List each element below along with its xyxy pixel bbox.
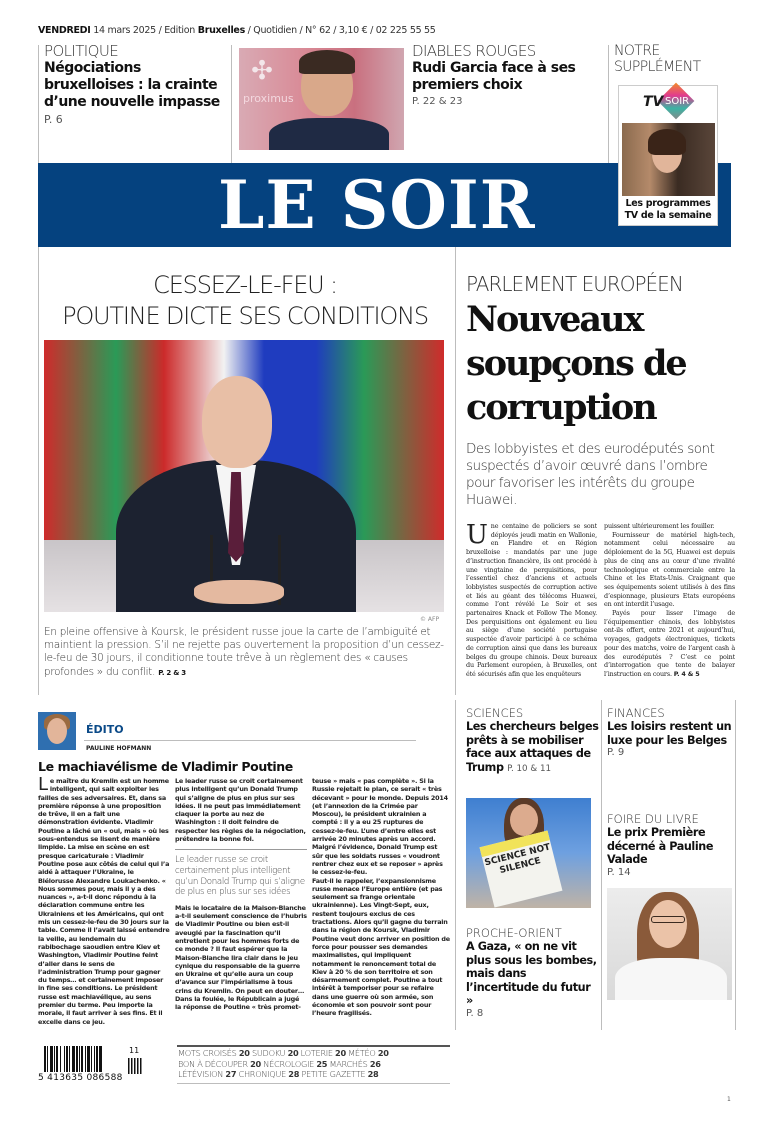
barcode-bar <box>102 1046 103 1072</box>
index-page: 28 <box>288 1069 300 1080</box>
dateline-date: 14 mars 2025 <box>93 25 156 36</box>
brief-sciences[interactable] <box>466 706 600 776</box>
index-page: 20 <box>335 1048 346 1058</box>
pull-quote-text: Le leader russe se croit certainement plus intelligent qu’un Donald Trump qui s’aligne de plus en plus sur ses idées <box>175 855 305 898</box>
index-line <box>178 1059 458 1070</box>
page-number: 1 <box>727 1096 731 1103</box>
issue-code: 11 <box>129 1046 140 1055</box>
index-page: 26 <box>369 1058 381 1069</box>
europarl-kicker: PARLEMENT EUROPÉEN <box>466 272 683 296</box>
brief-headline <box>466 720 600 776</box>
barcode <box>44 1046 122 1072</box>
edito-body-text: Mais le locataire de la Maison-Blanche a-t-il seulement conscience de l’hubris de Vladimir Poutine ou bien est-il aveuglé par la fascination qu’il entretient pour les hommes forts de ce monde ? Il faut espérer que la Maison-Blanche lira clair dans le jeu cynique du responsable de la guerre en Ukraine et qu’elle aura un coup d’avance sur l’impérialisme à tous crins du Kremlin. On peut en douter… Dans la foulée, le Républicain a jugé la réponse de Poutine « très promet- <box>175 903 307 1012</box>
teaser-kicker: NOTRE SUPPLÉMENT <box>614 43 701 75</box>
brief-kicker: FINANCES <box>607 706 665 720</box>
index-page: 28 <box>367 1069 379 1080</box>
europarl-body-text: Payés pour lisser l’image de l’équipementier chinois, des lobbyistes ont-ils offert, entre 2021 et aujourd’hui, voyages, gadgets électroniques, tickets pour des matchs, voire de l’argent cash à des eurodéputés ? C’est ce point d’interrogation que tente de balayer l’instruction en cours. <box>604 609 735 678</box>
protest-sign <box>480 830 563 907</box>
tv-soir-supplement[interactable] <box>618 85 718 226</box>
page-ref: P. 4 & 5 <box>673 669 700 678</box>
edito-body-text: Le leader russe se croit certainement plus intelligent qu’un Donald Trump qui s’aligne de plus en plus sur ses idées. Il ne peut pas immédiatement claquer la porte au nez de Washington : il doit feindre de respecter les règles de la négociation, prétendre la bonne foi. <box>175 777 306 844</box>
lead-headline-line: CESSEZ-LE-FEU : <box>153 271 337 299</box>
column-divider <box>735 700 736 1030</box>
edito-author: PAULINE HOFMANN <box>86 745 152 752</box>
teaser-diables-rouges[interactable] <box>412 43 602 108</box>
column-divider <box>38 45 39 163</box>
brief-kicker: SCIENCES <box>466 706 524 720</box>
column-divider <box>601 700 602 1030</box>
europarl-headline[interactable]: Nouveaux soupçons de corruption <box>466 299 686 428</box>
teaser-kicker: DIABLES ROUGES <box>412 42 536 60</box>
column-divider <box>38 247 39 695</box>
index-label: LOTERIE <box>300 1048 336 1058</box>
soir-logo-text: SOIR <box>665 96 690 107</box>
lead-headline-line: POUTINE DICTE SES CONDITIONS <box>62 302 428 330</box>
dateline-edition-label: Edition <box>164 25 196 36</box>
page-ref: P. 6 <box>44 113 63 126</box>
index-label: PETITE GAZETTE <box>301 1069 368 1080</box>
index-label: NÉCROLOGIE <box>263 1058 317 1069</box>
photo-credit: © AFP <box>420 616 440 623</box>
teaser-politique[interactable] <box>44 43 230 128</box>
index-page: 20 <box>238 1048 250 1058</box>
page-ref: P. 8 <box>466 1007 484 1019</box>
science-protest-photo <box>466 798 591 908</box>
issue-barcode <box>128 1058 142 1074</box>
lead-summary-text: En pleine offensive à Koursk, le président russe joue la carte de l’ambiguïté et maintient la pression. S’il ne rejette pas ouvertement la proposition d’un cessez-le-feu de 30 jours, il conditionne toute trêve à un règlement des « causes profondes » du conflit. <box>44 626 444 678</box>
column-divider <box>231 45 232 163</box>
teaser-supplement <box>614 43 734 75</box>
dateline-edition: Bruxelles <box>197 25 245 36</box>
photo-brand-text: proximus <box>243 92 294 105</box>
index-label: LÉTÉVISION <box>178 1069 226 1080</box>
index-label: MOTS CROISÉS <box>178 1048 239 1058</box>
brief-kicker: PROCHE-ORIENT <box>466 926 562 940</box>
index-label: CHRONIQUE <box>238 1069 289 1080</box>
column-divider <box>455 700 456 1030</box>
masthead-title: LE SOIR <box>218 166 536 244</box>
divider <box>177 1083 450 1084</box>
dateline-rest: / Quotidien / N° 62 / 3,10 € / 02 225 55 55 <box>247 25 436 36</box>
index-page: 20 <box>287 1048 299 1058</box>
edito-body-column <box>175 777 307 1037</box>
europarl-body-text: puissent ultérieurement les fouiller. <box>604 522 715 530</box>
teaser-headline: Rudi Garcia face à ses premiers choix <box>412 60 576 93</box>
page-ref: P. 22 & 23 <box>412 96 463 107</box>
brief-kicker: FOIRE DU LIVRE <box>607 812 699 826</box>
page-ref: P. 2 & 3 <box>158 668 186 677</box>
index-label: MARCHÉS <box>329 1058 370 1069</box>
index-line <box>178 1069 458 1080</box>
tv-logo-text: TV <box>643 94 664 110</box>
brief-foire-du-livre[interactable] <box>607 812 735 879</box>
tv-soir-logo <box>641 88 697 116</box>
index-label: MÉTÉO <box>348 1048 378 1058</box>
author-avatar <box>38 712 76 750</box>
edito-label: ÉDITO <box>86 723 124 736</box>
index-page: 20 <box>250 1058 261 1069</box>
index-line <box>178 1048 458 1059</box>
barcode-number: 5 413635 086588 <box>38 1073 123 1083</box>
column-divider <box>608 45 609 163</box>
brief-headline: Le prix Première décerné à Pauline Valade <box>607 826 714 867</box>
drop-cap: L <box>38 777 48 795</box>
pull-quote <box>175 849 307 897</box>
edito-body-text: Faut-il le rappeler, l’expansionnisme russe menace l’Europe entière (et pas seulement sa frange orientale ukrainienne). Les Vingt-Sept, eux, restent toujours exclus de ces tractations. Alors qu’il gagne du terrain dans la région de Koursk, Vladimir Poutine veut donc arriver en position de force pour pousser ses demandes maximalistes, qui impliquent notamment le renoncement total de Kiev à 20 % de son territoire et son désarmement complet. Poutine a tout intérêt à temporiser pour se refaire dans une guerre où son armée, son économie et son pouvoir sont pour l’heure fragilisés. <box>312 876 450 1018</box>
page-ref: P. 14 <box>607 866 631 878</box>
brief-headline: A Gaza, « on ne vit plus sous les bombes, mais dans l’incertitude du futur » <box>466 940 597 1008</box>
tv-supplement-photo <box>622 123 715 196</box>
divider <box>84 740 416 741</box>
tv-supplement-caption: Les programmes TV de la semaine <box>624 198 712 221</box>
europarl-body-text: Fournisseur de matériel high-tech, notamment celui nécessaire au déploiement de la 5G, Huawei est depuis plus de cinq ans au cœur d’une rivalité technologique et commerciale entre la Chine et les Etats-Unis. Craignant que ses équipements soient utilisés à des fins d’espionnage, plusieurs Etats européens en ont interdit l’usage. <box>604 530 735 609</box>
europarl-body-column <box>466 522 597 682</box>
index-page: 20 <box>377 1048 389 1058</box>
dateline: VENDREDI 14 mars 2025 / Edition Bruxelles / Quotidien / N° 62 / 3,10 € / 02 225 55 55 <box>38 25 436 36</box>
page-ref: P. 10 & 11 <box>507 763 552 774</box>
index-label: BON À DÉCOUPER <box>178 1058 251 1069</box>
edito-title[interactable]: Le machiavélisme de Vladimir Poutine <box>38 759 293 774</box>
index-label: SUDOKU <box>251 1048 288 1058</box>
page-index <box>178 1048 458 1080</box>
brief-headline: Les loisirs restent un luxe pour les Belges <box>607 720 732 747</box>
teaser-headline-text: Négociations bruxelloises : la crainte d’une nouvelle impasse <box>44 60 220 110</box>
index-page: 27 <box>225 1069 237 1080</box>
europarl-body-paragraph <box>604 609 735 679</box>
index-page: 25 <box>316 1058 328 1069</box>
divider <box>177 1045 450 1047</box>
putin-photo <box>44 340 444 612</box>
europarl-body-text: ne centaine de policiers se sont déployés jeudi matin en Wallonie, en Flandre et en Région bruxelloise : mandatés par une juge d’instruction financière, ils ont procédé à une vingtaine de perquisitions, pour l’essentiel chez d’anciens et actuels lobbyistes suspectés de corruption active et liés au géant des télécoms Huawei, comme l’ont révélé Le Soir et ses partenaires Knack et Follow The Money. Des perquisitions ont également eu lieu au siège d’une société portugaise suspectée d’avoir participé à ce schéma de corruption ainsi que dans les bureaux belges du groupe chinois. Deux bureaux du Parlement européen, à Bruxelles, ont été sécurisés afin que les enquêteurs <box>466 522 597 678</box>
edito-body-column <box>312 777 450 1037</box>
dateline-day: VENDREDI <box>38 25 91 36</box>
lead-summary <box>44 626 448 680</box>
lead-headline[interactable] <box>40 270 450 332</box>
edito-body-column <box>38 777 170 1037</box>
brief-proche-orient[interactable] <box>466 926 600 1020</box>
edito-body-text: teuse » mais « pas complète ». Si la Russie rejetait le plan, ce serait « très décevant » pour le monde. Depuis 2014 (et l’annexion de la Crimée par Moscou), le président ukrainien a compté : il y a eu 25 ruptures de cessez-le-feu. L’une d’entre elles est arrivée 20 minutes après un accord. Malgré l’évidence, Donald Trump est sûr que les soldats russes « voudront rentrer chez eux et se reposer » après le cessez-le-feu. <box>312 777 448 877</box>
teaser-headline <box>44 60 230 128</box>
edito-body-text: e maître du Kremlin est un homme intelligent, qui sait exploiter les failles de ses adversaires. Et, dans sa première réponse à une proposition de trêve, il en a fait une démonstration évidente. Vladimir Poutine a lâché un « oui, mais » où les sous-entendus se lisent de manière limpide. La mise en scène en est presque caricaturale : Vladimir Poutine pose aux côtés de celui qui l’a aidé à attaquer l’Ukraine, le Biélorusse Alexandre Loukachenko. « Nous sommes pour, mais il y a des nuances », a-t-il donc répondu à la déclaration commune entre les Ukrainiens et les Américains, qui ont mis un cessez-le-feu de 30 jours sur la table. Comme il l’avait laissé entendre la veille, au lendemain du rabibochage saoudien entre Kiev et Washington, Vladimir Poutine feint d’aller dans le sens de l’administration Trump pour gagner du temps… et certainement imposer in fine ses conditions. Le président russe est machiavélique, au sens premier du terme. Peu importe la morale, il faut arriver à ses fins. Et il excelle dans ce jeu. <box>38 777 170 1026</box>
brief-headline-text: Les chercheurs belges prêts à se mobiliser face aux attaques de Trump <box>466 720 599 774</box>
brief-finances[interactable] <box>607 706 735 759</box>
column-divider <box>455 247 456 695</box>
page-ref: P. 9 <box>607 747 625 759</box>
teaser-kicker: POLITIQUE <box>44 42 119 60</box>
europarl-body-column <box>604 522 735 682</box>
rudi-garcia-photo <box>239 48 404 150</box>
protest-sign-text: SCIENCE NOT SILENCE <box>483 842 552 877</box>
pauline-valade-photo <box>607 888 732 1000</box>
proximus-logo-icon: ✣ <box>251 56 273 86</box>
drop-cap: U <box>466 522 488 550</box>
europarl-chapo: Des lobbyistes et des eurodéputés sont suspectés d’avoir œuvré dans l’ombre pour favoriser les intérêts du groupe Huawei. <box>466 441 715 508</box>
